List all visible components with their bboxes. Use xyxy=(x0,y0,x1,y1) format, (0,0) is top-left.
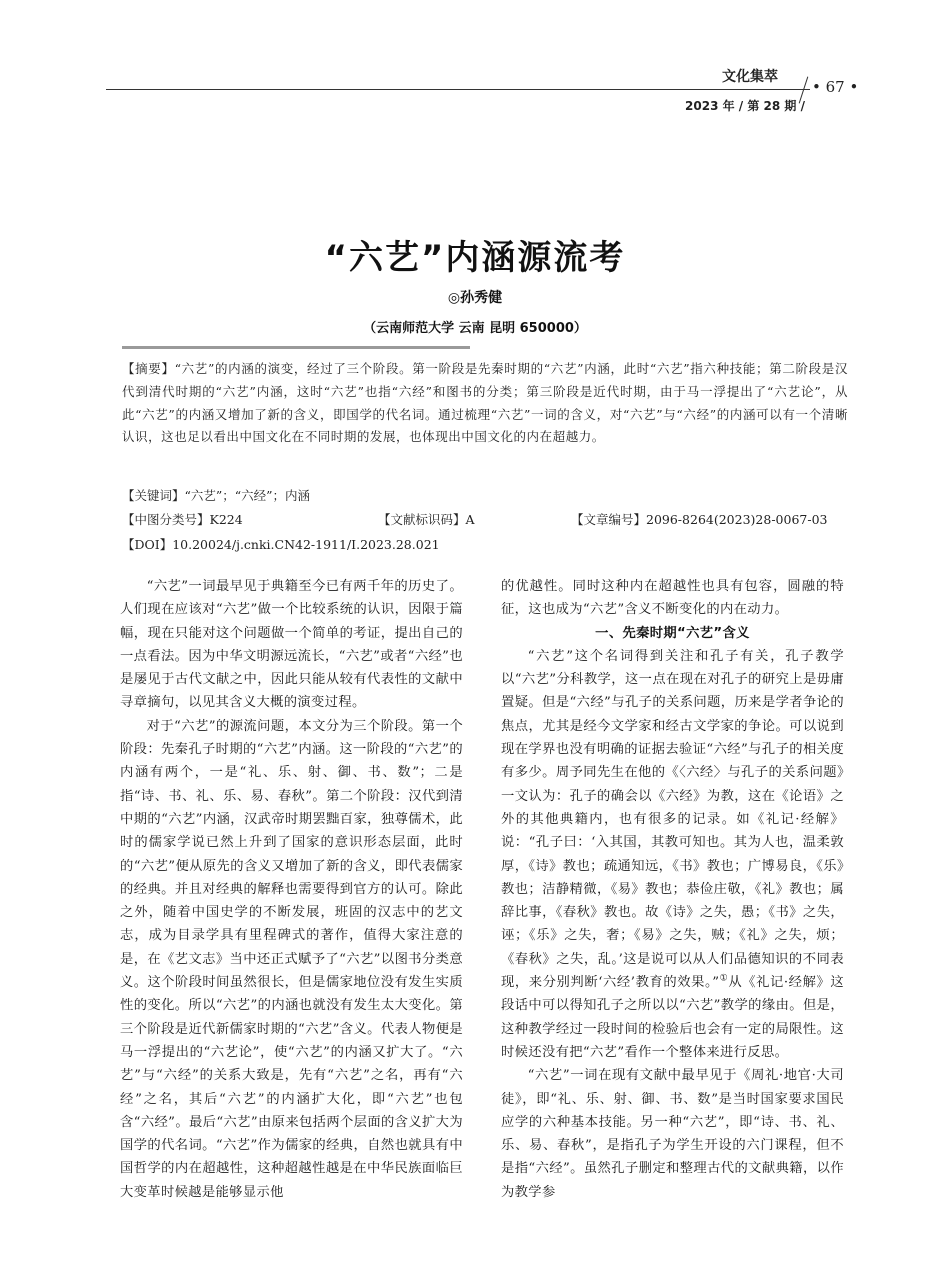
document-code: 【文献标识码】A xyxy=(378,512,475,527)
clc-number: 【中图分类号】K224 xyxy=(122,512,243,527)
paragraph-text: “六艺”这个名词得到关注和孔子有关，孔子教学以“六艺”分科教学，这一点在现在对孔子的研究上是毋庸置疑。但是“六经”与孔子的关系问题，历来是学者争论的焦点，尤其是经今文学家和经古文学家的争论。可以说到现在学界也没有明确的证据去验证“六经”与孔子的相关度有多少。周予同先生在他的《〈六经〉与孔子的关系问题》一文认为：孔子的确会以《六经》为教，这在《论语》之外的其他典籍内，也有很多的记录。如《礼记·经解》说：“孔子曰：‘入其国，其教可知也。其为人也，温柔敦厚，《诗》教也；疏通知远，《书》教也；广博易良，《乐》教也；洁静精微，《易》教也；恭俭庄敬，《礼》教也；属辞比事，《春秋》教也。故《诗》之失，愚；《书》之失，诬；《乐》之失，奢；《易》之失，贼；《礼》之失，烦；《春秋》之失，乱。’这是说可以从人们品德知识的不同表现，来分别判断‘六经’教育的效果。” xyxy=(501,648,844,991)
doi: 【DOI】10.20024/j.cnki.CN42-1911/I.2023.28.021 xyxy=(122,537,440,552)
keywords: 【关键词】“六艺”；“六经”；内涵 xyxy=(122,488,311,503)
journal-name: 文化集萃 xyxy=(722,69,778,85)
body-paragraph: “六艺”一词最早见于典籍至今已有两千年的历史了。人们现在应该对“六艺”做一个比较系统的认识，因限于篇幅，现在只能对这个问题做一个简单的考证，提出自己的一点看法。因为中华文明源远流长，“六艺”或者“六经”也是屡见于古代文献之中，因此只能从较有代表性的文献中寻章摘句，以见其含义大概的演变过程。 xyxy=(120,579,463,711)
header-rule xyxy=(106,89,810,90)
author-name: ◎孙秀健 xyxy=(447,290,503,306)
body-paragraph xyxy=(501,645,844,1064)
author-affiliation: （云南师范大学 云南 昆明 650000） xyxy=(363,321,587,336)
abstract-separator xyxy=(122,346,470,349)
abstract: 【摘要】“六艺”的内涵的演变，经过了三个阶段。第一阶段是先秦时期的“六艺”内涵，此时“六艺”指六种技能；第二阶段是汉代到清代时期的“六艺”内涵，这时“六艺”也指“六经”和图书的分类；第三阶段是近代时期，由于马一浮提出了“六艺论”，从此“六艺”的内涵又增加了新的含义，即国学的代名词。通过梳理“六艺”一词的含义，对“六艺”与“六经”的内涵可以有一个清晰认识，这也足以看出中国文化在不同时期的发展，也体现出中国文化的内在超越力。 xyxy=(122,361,848,445)
page-number: • 67 • xyxy=(812,78,859,96)
body-paragraph: “六艺”一词在现有文献中最早见于《周礼·地官·大司徒》，即“礼、乐、射、御、书、数”是当时国家要求国民应学的六种基本技能。另一种“六艺”，即“诗、书、礼、乐、易、春秋”，是指孔子为学生开设的六门课程，但不是指“六经”。虽然孔子删定和整理古代的文献典籍，以作为教学参 xyxy=(501,1068,844,1200)
article-number: 【文章编号】2096-8264(2023)28-0067-03 xyxy=(571,512,828,527)
section-heading: 一、先秦时期“六艺”含义 xyxy=(595,625,750,641)
paragraph-text: 从《礼记·经解》这段话中可以得知孔子之所以以“六艺”教学的缘由。但是，这种教学经过一段时间的检验后也会有一定的局限性。这时候还没有把“六艺”看作一个整体来进行反思。 xyxy=(501,975,844,1060)
issue-label: 2023 年 / 第 28 期 / xyxy=(685,99,805,113)
right-column xyxy=(501,575,844,1204)
body-paragraph-continued: 的优越性。同时这种内在超越性也具有包容，圆融的特征，这也成为“六艺”含义不断变化的内在动力。 xyxy=(501,579,844,618)
article-title: “六艺”内涵源流考 xyxy=(324,238,626,278)
footnote-marker: ① xyxy=(719,973,729,984)
left-column xyxy=(120,575,463,1204)
body-paragraph: 对于“六艺”的源流问题，本文分为三个阶段。第一个阶段：先秦孔子时期的“六艺”内涵。这一阶段的“六艺”的内涵有两个，一是“礼、乐、射、御、书、数”；二是指“诗、书、礼、乐、易、春秋”。第二个阶段：汉代到清中期的“六艺”内涵，汉武帝时期罢黜百家，独尊儒术，此时的儒家学说已然上升到了国家的意识形态层面，此时的“六艺”便从原先的含义又增加了新的含义，即代表儒家的经典。并且对经典的解释也需要得到官方的认可。除此之外，随着中国史学的不断发展，班固的汉志中的艺文志，成为目录学具有里程碑式的著作，值得大家注意的是，在《艺文志》当中还正式赋予了“六艺”以图书分类意义。这个阶段时间虽然很长，但是儒家地位没有发生实质性的变化。所以“六艺”的内涵也就没有发生太大变化。第三个阶段是近代新儒家时期的“六艺”含义。代表人物便是马一浮提出的“六艺论”，使“六艺”的内涵又扩大了。“六艺”与“六经”的关系大致是，先有“六艺”之名，再有“六经”之名，其后“六艺”的内涵扩大化，即“六艺”也包含“六经”。最后“六艺”由原来包括两个层面的含义扩大为国学的代名词。“六艺”作为儒家的经典，自然也就具有中国哲学的内在超越性，这种超越性越是在中华民族面临巨大变革时候越是能够显示他 xyxy=(120,718,463,1200)
